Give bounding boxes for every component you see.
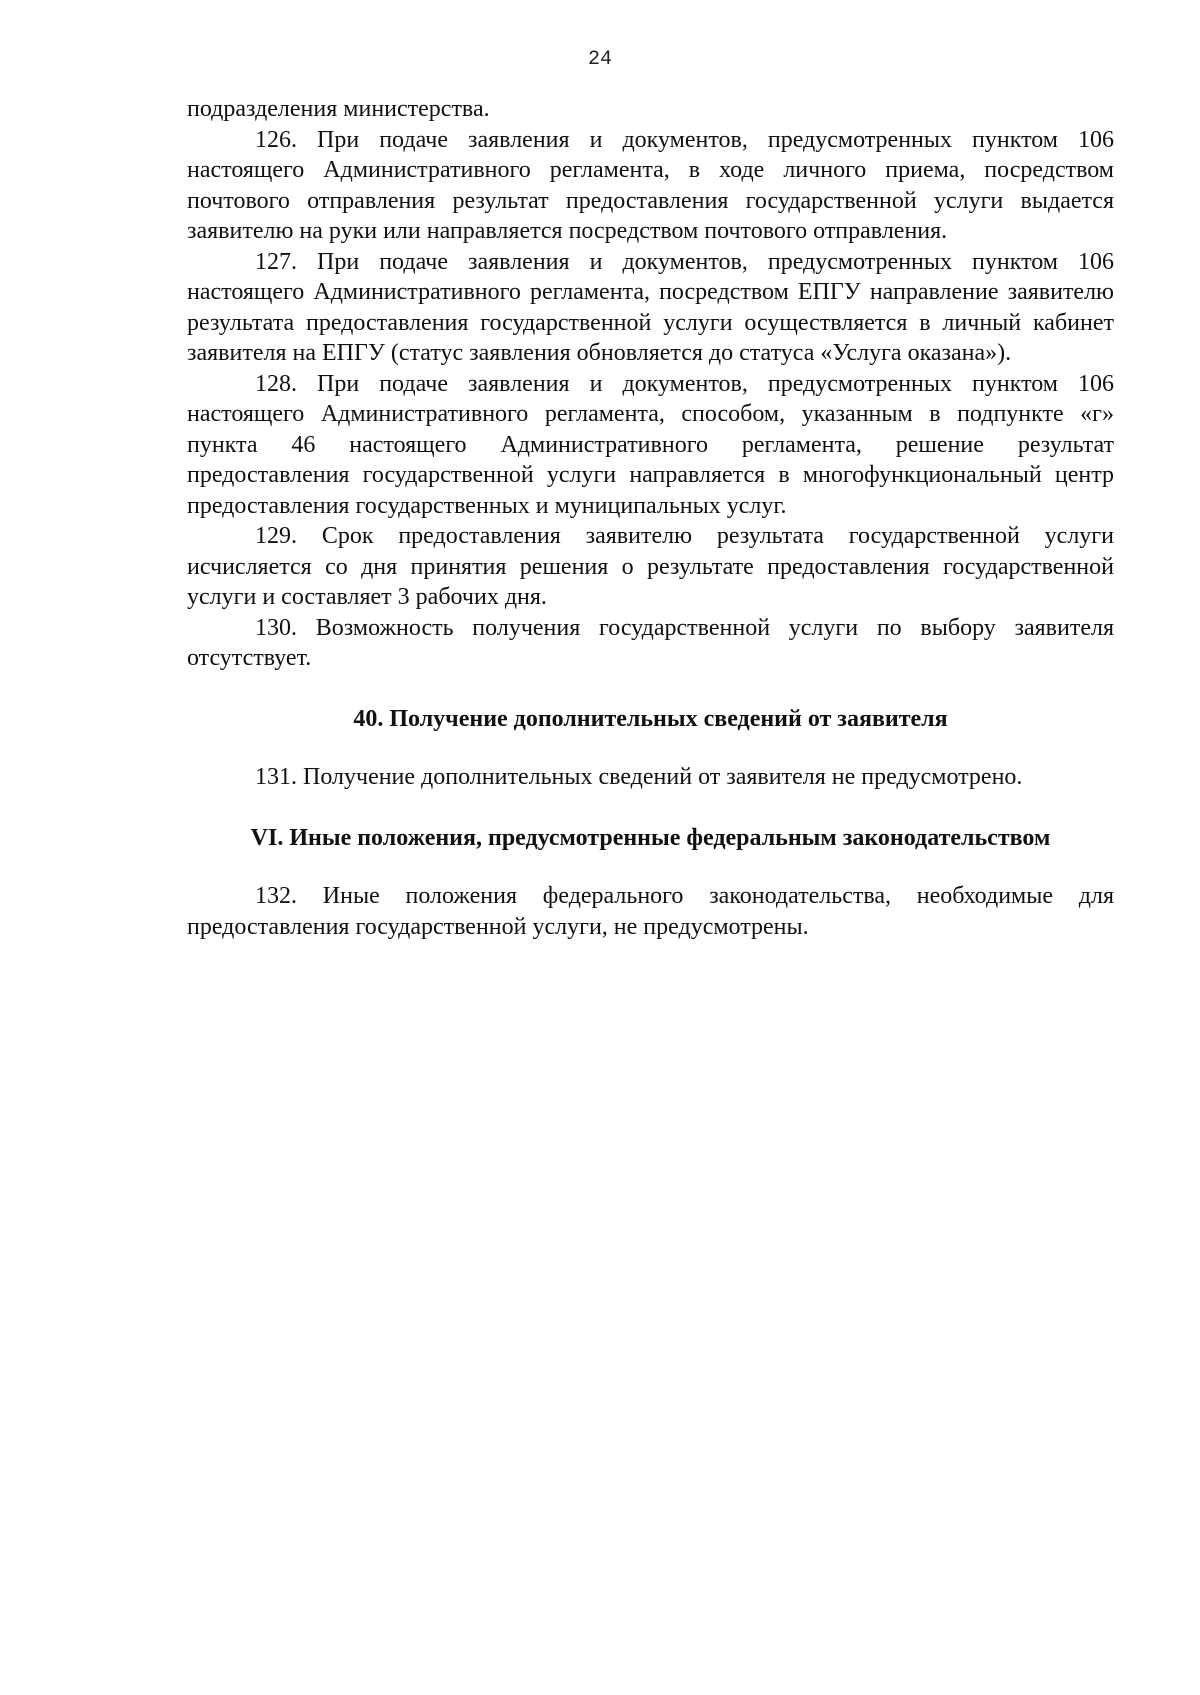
paragraph-128: 128. При подаче заявления и документов, предусмотренных пунктом 106 настоящего Административного регламента, способом, указанным в подпункте «г» пункта 46 настоящего Административного регламента, решение результат предоставления государственной услуги направляется в многофункциональный центр предоставления государственных и муниципальных услуг. <box>187 370 1114 519</box>
section-40-heading: 40. Получение дополнительных сведений от заявителя <box>353 705 948 732</box>
paragraph-126: 126. При подаче заявления и документов, предусмотренных пунктом 106 настоящего Административного регламента, в ходе личного приема, посредством почтового отправления результат предоставления государственной услуги выдается заявителю на руки или направляется посредством почтового отправления. <box>187 126 1114 244</box>
section-vi-heading: VI. Иные положения, предусмотренные федеральным законодательством <box>250 824 1051 851</box>
paragraph-continuation: подразделения министерства. <box>187 96 490 122</box>
paragraph-129: 129. Срок предоставления заявителю результата государственной услуги исчисляется со дня принятия решения о результате предоставления государственной услуги и составляет 3 рабочих дня. <box>187 523 1114 610</box>
paragraph-130: 130. Возможность получения государственной услуги по выбору заявителя отсутствует. <box>187 614 1114 671</box>
paragraph-127: 127. При подаче заявления и документов, предусмотренных пунктом 106 настоящего Административного регламента, посредством ЕПГУ направление заявителю результата предоставления государственной услуги осуществляется в личный кабинет заявителя на ЕПГУ (статус заявления обновляется до статуса «Услуга оказана»). <box>187 248 1114 366</box>
paragraph-131: 131. Получение дополнительных сведений от заявителя не предусмотрено. <box>255 764 1023 790</box>
document-body <box>187 94 1114 942</box>
paragraph-132: 132. Иные положения федерального законодательства, необходимые для предоставления государственной услуги, не предусмотрены. <box>187 883 1114 940</box>
page-number: 24 <box>587 48 612 71</box>
